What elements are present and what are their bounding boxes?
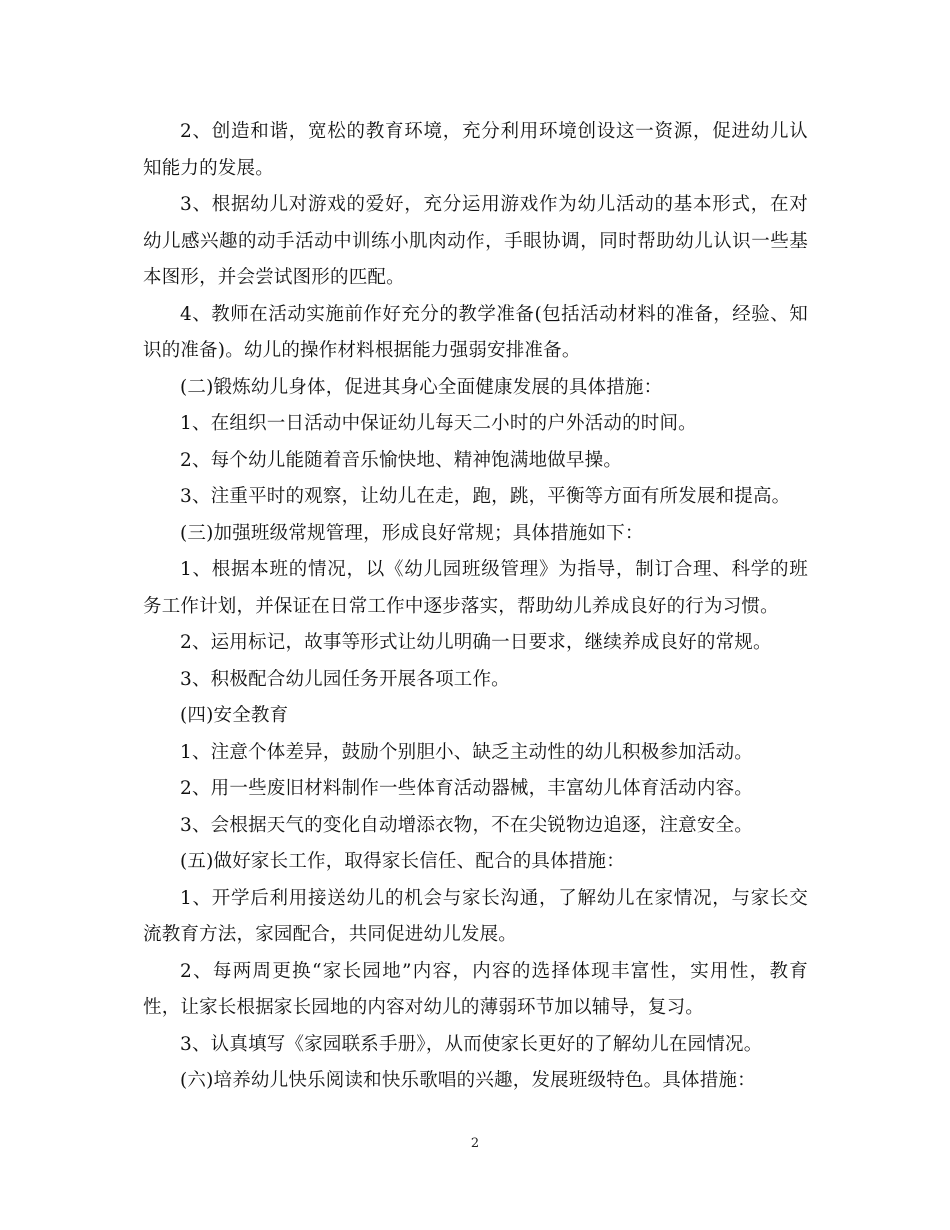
paragraph: 1、根据本班的情况，以《幼儿园班级管理》为指导，制订合理、科学的班务工作计划，并保证在日常工作中逐步落实，帮助幼儿养成良好的行为习惯。 [143, 559, 808, 617]
paragraph: 1、在组织一日活动中保证幼儿每天二小时的户外活动的时间。 [180, 413, 697, 434]
paragraph: 3、认真填写《家园联系手册》，从而使家长更好的了解幼儿在园情况。 [180, 1033, 763, 1055]
paragraph: 1、开学后利用接送幼儿的机会与家长沟通，了解幼儿在家情况，与家长交流教育方法，家园配合，共同促进幼儿发展。 [143, 887, 808, 945]
paragraph: 4、教师在活动实施前作好充分的教学准备(包括活动材料的准备，经验、知识的准备)。幼儿的操作材料根据能力强弱安排准备。 [143, 303, 808, 361]
paragraph: 2、每两周更换“家长园地”内容，内容的选择体现丰富性，实用性，教育性，让家长根据家长园地的内容对幼儿的薄弱环节加以辅导，复习。 [143, 960, 808, 1018]
section-heading: (五)做好家长工作，取得家长信任、配合的具体措施： [180, 851, 625, 872]
section-heading: (四)安全教育 [180, 705, 289, 726]
paragraph: 2、运用标记，故事等形式让幼儿明确一日要求，继续养成良好的常规。 [180, 632, 772, 653]
section-heading: (六)培养幼儿快乐阅读和快乐歌唱的兴趣，发展班级特色。具体措施： [180, 1070, 756, 1091]
paragraph: 2、用一些废旧材料制作一些体育活动器械，丰富幼儿体育活动内容。 [180, 778, 753, 799]
paragraph: 3、积极配合幼儿园任务开展各项工作。 [180, 668, 510, 690]
paragraph: 2、创造和谐，宽松的教育环境，充分利用环境创设这一资源，促进幼儿认知能力的发展。 [143, 121, 808, 179]
paragraph: 3、注重平时的观察，让幼儿在走，跑，跳，平衡等方面有所发展和提高。 [180, 486, 791, 507]
paragraph: 1、注意个体差异，鼓励个别胆小、缺乏主动性的幼儿积极参加活动。 [180, 741, 753, 763]
section-heading: (二)锻炼幼儿身体，促进其身心全面健康发展的具体措施： [180, 376, 663, 398]
paragraph: 2、每个幼儿能随着音乐愉快地、精神饱满地做早操。 [180, 449, 623, 471]
page-number: 2 [470, 1136, 480, 1151]
paragraph: 3、会根据天气的变化自动增添衣物，不在尖锐物边追逐，注意安全。 [180, 814, 753, 836]
paragraph: 3、根据幼儿对游戏的爱好，充分运用游戏作为幼儿活动的基本形式，在对幼儿感兴趣的动手活动中训练小肌肉动作，手眼协调，同时帮助幼儿认识一些基本图形，并会尝试图形的匹配。 [143, 194, 808, 288]
body-text [143, 114, 808, 1100]
section-heading: (三)加强班级常规管理，形成良好常规；具体措施如下： [180, 522, 644, 544]
